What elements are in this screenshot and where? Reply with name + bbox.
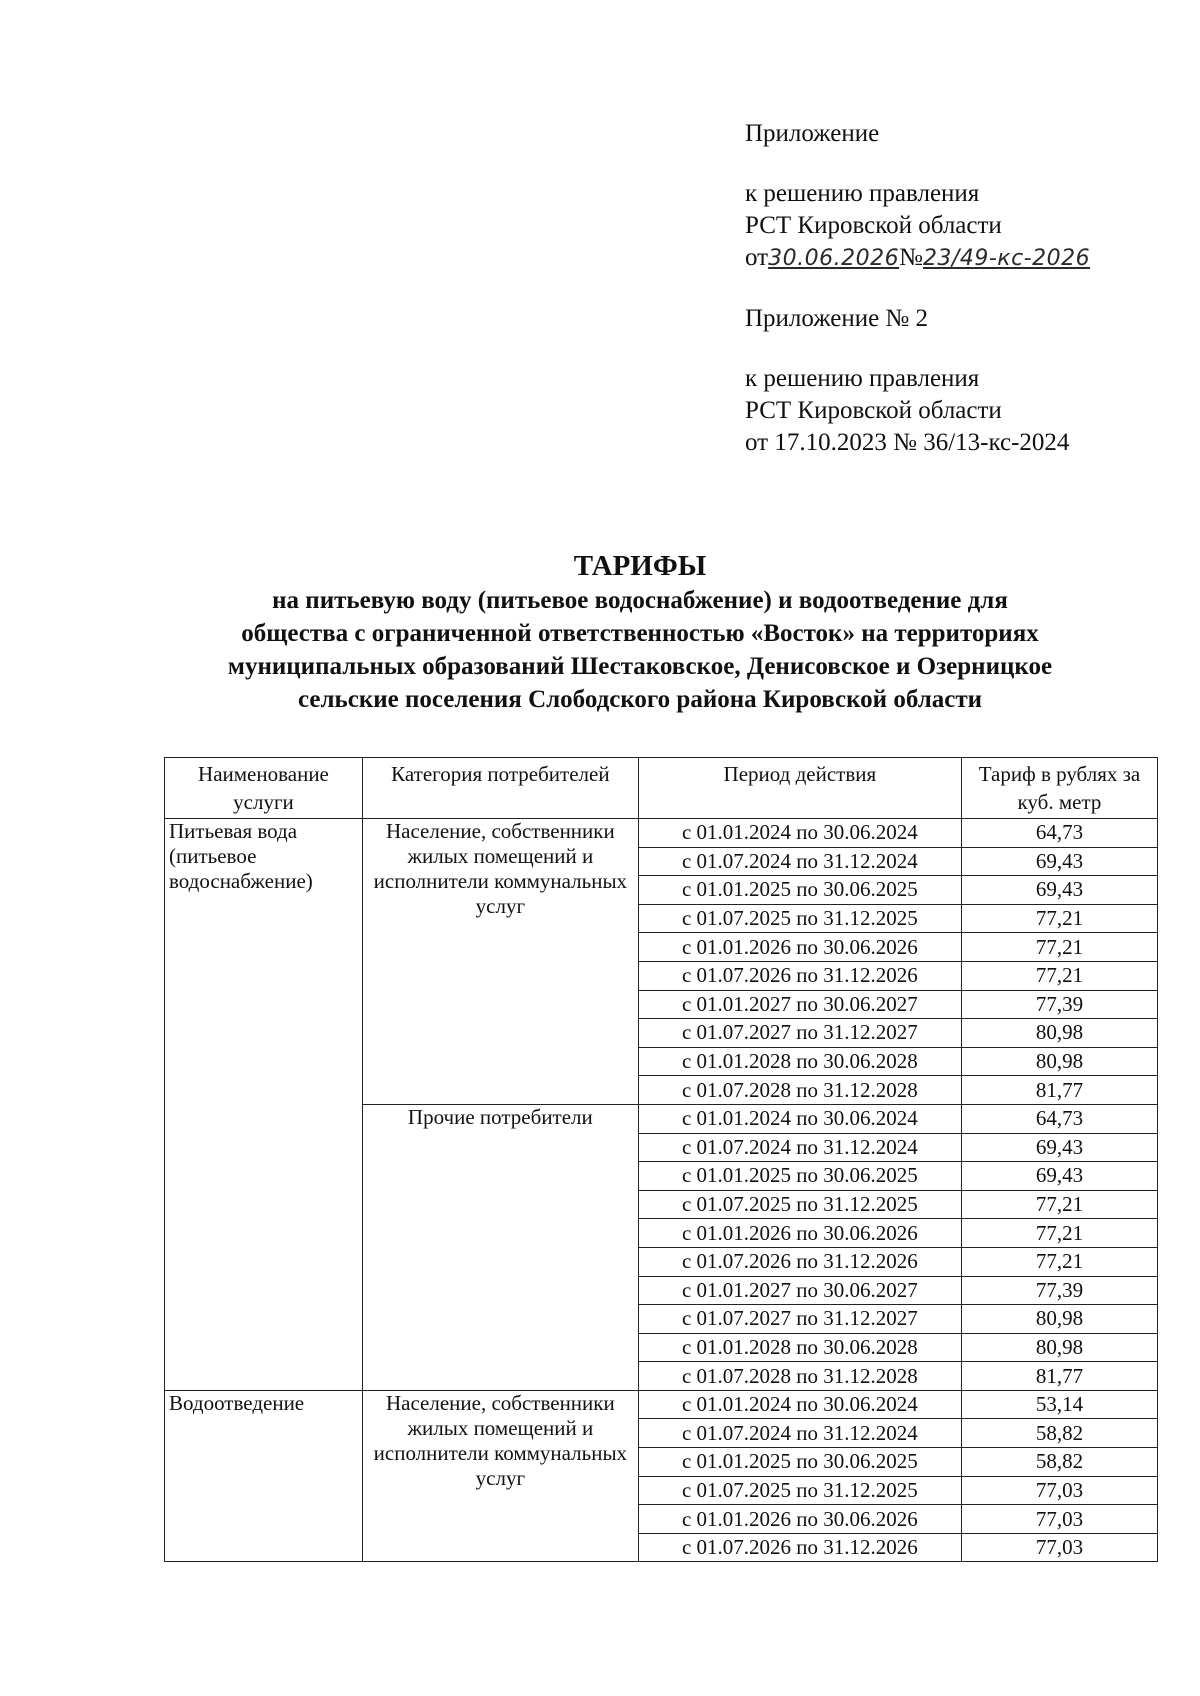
table-row	[165, 1390, 1158, 1419]
tariff-value-cell: 53,14	[961, 1390, 1157, 1419]
tariff-value-cell: 69,43	[961, 876, 1157, 905]
handwritten-decision-date: 30.06.2026	[768, 246, 900, 271]
number-sign: №	[899, 244, 923, 271]
period-cell: с 01.07.2025 по 31.12.2025	[638, 1476, 961, 1505]
period-cell: с 01.07.2026 по 31.12.2026	[638, 961, 961, 990]
decision-line-1: к решению правления	[745, 180, 980, 207]
period-cell: с 01.01.2026 по 30.06.2026	[638, 1219, 961, 1248]
period-cell: с 01.01.2024 по 30.06.2024	[638, 819, 961, 848]
tariff-value-cell: 58,82	[961, 1419, 1157, 1448]
period-cell: с 01.01.2026 по 30.06.2026	[638, 1505, 961, 1534]
tariff-value-cell: 77,21	[961, 1219, 1157, 1248]
table-row	[165, 819, 1158, 848]
tariff-value-cell: 80,98	[961, 1333, 1157, 1362]
document-title	[120, 548, 1160, 716]
header-tariff: Тариф в рублях за куб. метр	[961, 758, 1157, 819]
period-cell: с 01.01.2025 по 30.06.2025	[638, 1162, 961, 1191]
decision-prefix: от	[745, 244, 769, 271]
appendix-2-label: Приложение № 2	[745, 305, 929, 332]
period-cell: с 01.01.2028 по 30.06.2028	[638, 1333, 961, 1362]
tariff-value-cell: 77,21	[961, 1190, 1157, 1219]
period-cell: с 01.07.2024 по 31.12.2024	[638, 1133, 961, 1162]
period-cell: с 01.07.2027 по 31.12.2027	[638, 1019, 961, 1048]
tariff-value-cell: 58,82	[961, 1448, 1157, 1477]
tariff-value-cell: 81,77	[961, 1076, 1157, 1105]
period-cell: с 01.01.2025 по 30.06.2025	[638, 876, 961, 905]
reference-word: Кировской	[797, 397, 912, 424]
period-cell: с 01.07.2028 по 31.12.2028	[638, 1076, 961, 1105]
reference-line-3: от 17.10.2023 № 36/13-кс-2024	[745, 429, 1070, 456]
reference-word: области	[918, 397, 1002, 424]
decision-line-2: РСТ Кировской области	[745, 212, 1002, 239]
period-cell: с 01.01.2027 по 30.06.2027	[638, 1276, 961, 1305]
decision-date-line	[745, 242, 1125, 275]
tariff-value-cell: 64,73	[961, 1104, 1157, 1133]
tariff-value-cell: 77,21	[961, 961, 1157, 990]
tariff-value-cell: 81,77	[961, 1362, 1157, 1391]
tariff-value-cell: 64,73	[961, 819, 1157, 848]
tariff-value-cell: 77,03	[961, 1533, 1157, 1562]
period-cell: с 01.07.2025 по 31.12.2025	[638, 1190, 961, 1219]
period-cell: с 01.01.2026 по 30.06.2026	[638, 933, 961, 962]
category-cell: Население, собственники жилых помещений и исполнители коммунальных услуг	[362, 819, 638, 1105]
period-cell: с 01.01.2028 по 30.06.2028	[638, 1047, 961, 1076]
period-cell: с 01.07.2024 по 31.12.2024	[638, 847, 961, 876]
category-cell: Население, собственники жилых помещений и исполнители коммунальных услуг	[362, 1390, 638, 1562]
reference-line-1: к решению правления	[745, 365, 980, 392]
tariff-value-cell: 77,03	[961, 1476, 1157, 1505]
appendix-header	[745, 118, 1125, 487]
period-cell: с 01.07.2026 по 31.12.2026	[638, 1533, 961, 1562]
period-cell: с 01.01.2027 по 30.06.2027	[638, 990, 961, 1019]
title-main: ТАРИФЫ	[573, 550, 707, 582]
service-name-cell: Питьевая вода (питьевое водоснабжение)	[165, 819, 363, 1391]
reference-word: РСТ	[745, 397, 792, 424]
tariff-value-cell: 69,43	[961, 1162, 1157, 1191]
header-period: Период действия	[638, 758, 961, 819]
category-cell: Прочие потребители	[362, 1104, 638, 1390]
appendix-label: Приложение	[745, 120, 880, 147]
tariffs-table	[164, 757, 1158, 1562]
period-cell: с 01.07.2028 по 31.12.2028	[638, 1362, 961, 1391]
tariff-value-cell: 77,21	[961, 933, 1157, 962]
tariff-value-cell: 80,98	[961, 1019, 1157, 1048]
period-cell: с 01.01.2024 по 30.06.2024	[638, 1390, 961, 1419]
period-cell: с 01.07.2024 по 31.12.2024	[638, 1419, 961, 1448]
title-line-4: сельские поселения Слободского района Кировской области	[297, 686, 983, 713]
header-service: Наименование услуги	[165, 758, 363, 819]
period-cell: с 01.07.2027 по 31.12.2027	[638, 1305, 961, 1334]
period-cell: с 01.01.2025 по 30.06.2025	[638, 1448, 961, 1477]
period-cell: с 01.07.2025 по 31.12.2025	[638, 904, 961, 933]
tariff-value-cell: 77,21	[961, 904, 1157, 933]
tariff-value-cell: 80,98	[961, 1305, 1157, 1334]
service-name-cell: Водоотведение	[165, 1390, 363, 1562]
tariff-value-cell: 80,98	[961, 1047, 1157, 1076]
tariff-value-cell: 69,43	[961, 847, 1157, 876]
header-category: Категория потребителей	[362, 758, 638, 819]
reference-line-2	[745, 395, 1118, 427]
period-cell: с 01.01.2024 по 30.06.2024	[638, 1104, 961, 1133]
tariff-value-cell: 77,03	[961, 1505, 1157, 1534]
title-line-2: общества с ограниченной ответственностью «Восток» на территориях	[241, 620, 1039, 647]
tariff-value-cell: 77,21	[961, 1247, 1157, 1276]
tariff-value-cell: 77,39	[961, 990, 1157, 1019]
period-cell: с 01.07.2026 по 31.12.2026	[638, 1247, 961, 1276]
handwritten-decision-number: 23/49-кс-2026	[922, 246, 1091, 271]
title-line-3: муниципальных образований Шестаковское, Денисовское и Озерницкое	[227, 653, 1053, 680]
tariff-value-cell: 77,39	[961, 1276, 1157, 1305]
tariff-value-cell: 69,43	[961, 1133, 1157, 1162]
title-line-1: на питьевую воду (питьевое водоснабжение) и водоотведение для	[272, 587, 1008, 614]
table-header-row	[165, 758, 1158, 819]
table-body	[165, 819, 1158, 1562]
